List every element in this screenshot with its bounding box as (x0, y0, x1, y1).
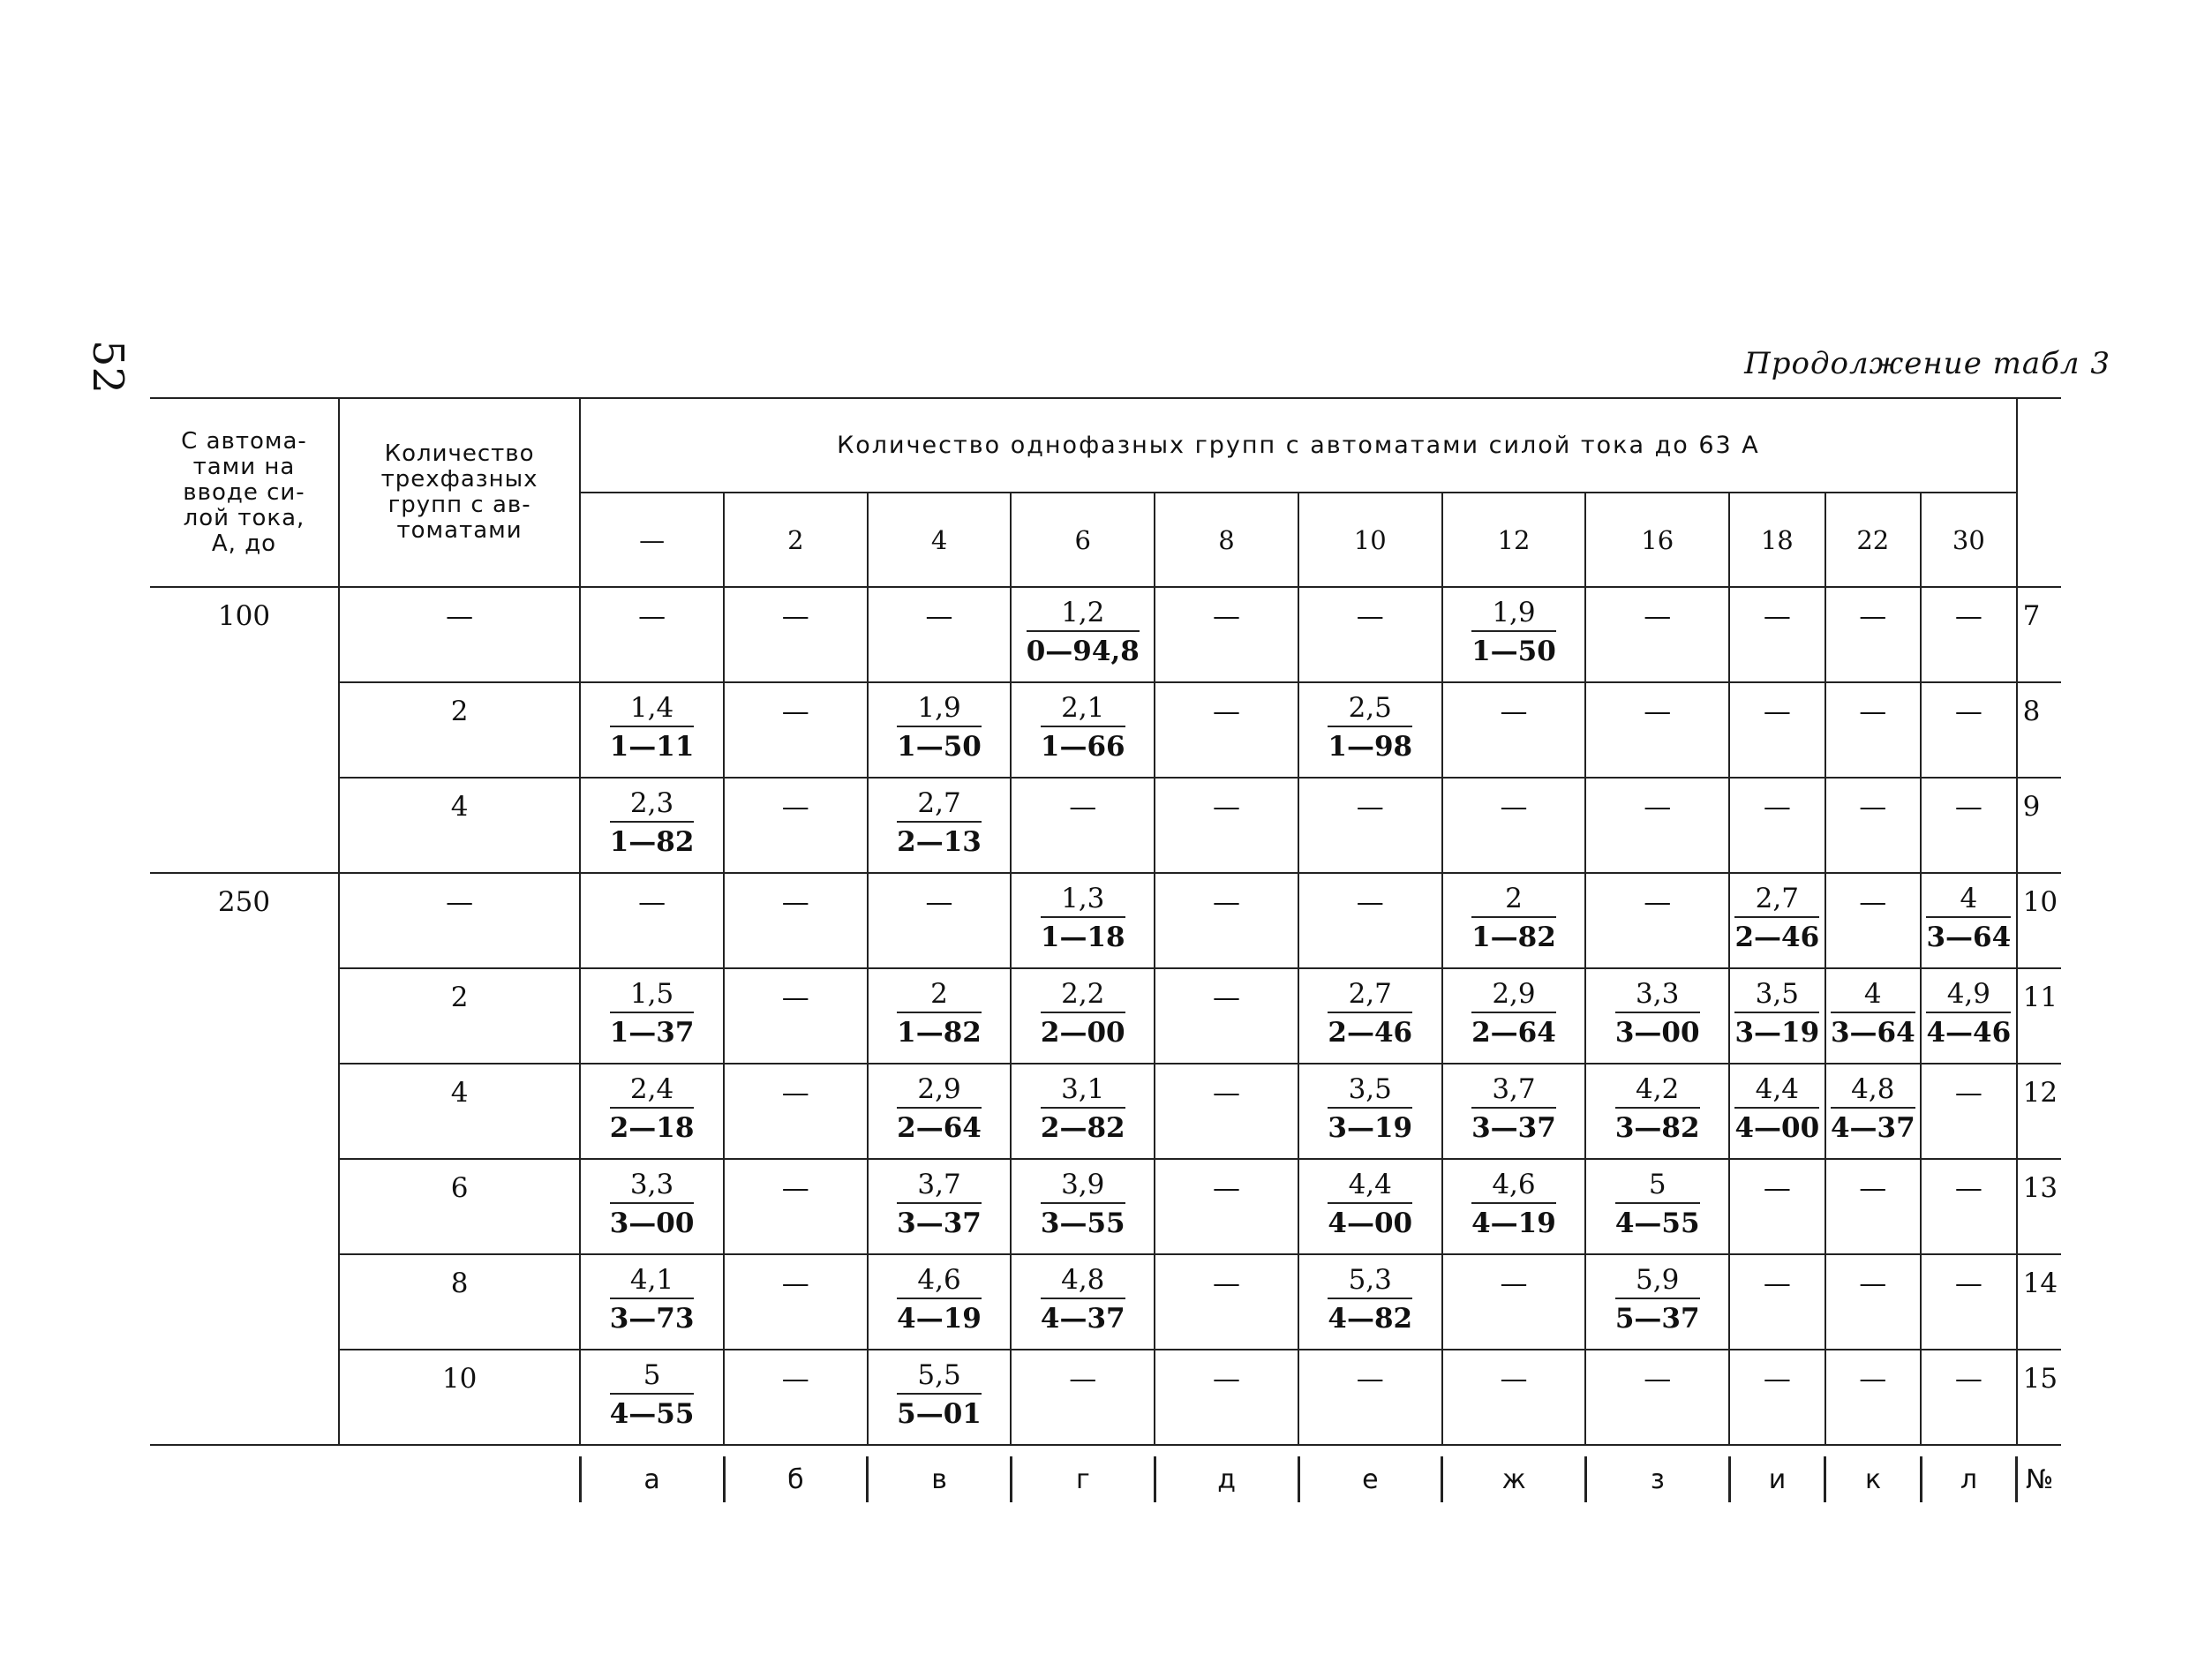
data-cell: — (1825, 1350, 1921, 1445)
cell-three-phase: — (339, 873, 580, 968)
cell-input-current (150, 778, 339, 873)
cell-input-current (150, 682, 339, 778)
data-cell: — (1921, 1064, 2017, 1159)
table-row (150, 1254, 2061, 1350)
fraction-value: $\frac{4,2}{3—82}$ (1614, 1073, 1700, 1144)
cell-input-current (150, 1350, 339, 1445)
data-cell (1442, 587, 1586, 682)
data-cell: — (868, 873, 1012, 968)
fraction-value: $\frac{2,5}{1—98}$ (1328, 692, 1413, 763)
header-num-blank (2017, 398, 2061, 587)
data-cell: — (580, 873, 724, 968)
fraction-value: $\frac{4,9}{4—46}$ (1926, 978, 2012, 1049)
cell-three-phase: 2 (339, 968, 580, 1064)
data-cell: — (724, 873, 868, 968)
data-cell: — (1585, 1350, 1729, 1445)
data-cell: — (1298, 778, 1442, 873)
header-single-phase-groups: Количество однофазных групп с автоматами силой тока до 63 А (580, 398, 2016, 493)
data-cell (868, 1350, 1012, 1445)
fraction-value: $\frac{3,9}{3—55}$ (1040, 1169, 1125, 1239)
fraction-value: $\frac{1,4}{1—11}$ (609, 692, 695, 763)
data-cell (1825, 968, 1921, 1064)
data-cell (1825, 1064, 1921, 1159)
row-number: 7 (2017, 587, 2061, 682)
fraction-value: $\frac{5,9}{5—37}$ (1614, 1264, 1700, 1335)
data-cell: — (1155, 778, 1298, 873)
column-letter: № (2017, 1456, 2061, 1502)
fraction-value: $\frac{4,6}{4—19}$ (897, 1264, 982, 1335)
data-cell (1011, 1064, 1155, 1159)
column-letter: д (1155, 1456, 1298, 1502)
subheader-cell: 16 (1585, 493, 1729, 587)
table-row (150, 778, 2061, 873)
table-row (150, 1159, 2061, 1254)
fraction-value: $\frac{3,7}{3—37}$ (897, 1169, 982, 1239)
data-cell (580, 968, 724, 1064)
fraction-value: $\frac{4,6}{4—19}$ (1471, 1169, 1556, 1239)
fraction-value: $\frac{2,9}{2—64}$ (1471, 978, 1556, 1049)
data-cell: — (1729, 682, 1825, 778)
data-cell: — (1298, 587, 1442, 682)
data-cell (1298, 1064, 1442, 1159)
data-cell (1729, 873, 1825, 968)
data-cell (1585, 1254, 1729, 1350)
fraction-value: $\frac{1,5}{1—37}$ (609, 978, 695, 1049)
table-row (150, 1350, 2061, 1445)
data-cell: — (1155, 1254, 1298, 1350)
data-cell: — (724, 1159, 868, 1254)
data-cell (868, 1254, 1012, 1350)
column-letter: е (1298, 1456, 1442, 1502)
fraction-value: $\frac{5}{4—55}$ (609, 1359, 695, 1430)
header-three-phase-groups: Количество трехфазных групп с ав- томатами (339, 398, 580, 587)
data-cell: — (1442, 682, 1586, 778)
data-cell (1729, 968, 1825, 1064)
fraction-value: $\frac{2,1}{1—66}$ (1040, 692, 1125, 763)
data-cell: — (1585, 873, 1729, 968)
row-number: 9 (2017, 778, 2061, 873)
data-cell (580, 1064, 724, 1159)
fraction-value: $\frac{4,4}{4—00}$ (1734, 1073, 1820, 1144)
table-row (150, 1064, 2061, 1159)
data-cell (1298, 968, 1442, 1064)
cell-three-phase: 10 (339, 1350, 580, 1445)
fraction-value: $\frac{2,7}{2—46}$ (1734, 883, 1820, 953)
column-letter: з (1586, 1456, 1730, 1502)
fraction-value: $\frac{2}{1—82}$ (1471, 883, 1556, 953)
data-table (150, 397, 2061, 1446)
fraction-value: $\frac{1,9}{1—50}$ (897, 692, 982, 763)
table-caption: Продолжение табл 3 (1744, 346, 2110, 381)
cell-input-current: 250 (150, 873, 339, 968)
data-cell: — (724, 968, 868, 1064)
cell-three-phase: 4 (339, 778, 580, 873)
data-cell (1442, 1159, 1586, 1254)
data-cell: — (1155, 1064, 1298, 1159)
data-cell: — (724, 1254, 868, 1350)
cell-three-phase: 6 (339, 1159, 580, 1254)
subheader-cell: — (580, 493, 724, 587)
row-number: 13 (2017, 1159, 2061, 1254)
data-cell: — (580, 587, 724, 682)
fraction-value: $\frac{1,9}{1—50}$ (1471, 597, 1556, 667)
subheader-cell: 22 (1825, 493, 1921, 587)
subheader-cell: 30 (1921, 493, 2017, 587)
subheader-cell: 2 (724, 493, 868, 587)
column-letter: л (1921, 1456, 2017, 1502)
data-cell: — (1825, 587, 1921, 682)
row-number: 14 (2017, 1254, 2061, 1350)
data-cell: — (1155, 968, 1298, 1064)
data-cell: — (1825, 873, 1921, 968)
data-cell (1011, 873, 1155, 968)
fraction-value: $\frac{4,8}{4—37}$ (1040, 1264, 1125, 1335)
data-cell: — (1921, 1159, 2017, 1254)
column-letter: ж (1442, 1456, 1586, 1502)
data-cell: — (1011, 778, 1155, 873)
cell-three-phase: 8 (339, 1254, 580, 1350)
data-cell (1298, 1254, 1442, 1350)
column-letter: г (1012, 1456, 1155, 1502)
data-cell: — (1155, 1159, 1298, 1254)
data-cell (1011, 1254, 1155, 1350)
data-cell: — (1921, 778, 2017, 873)
column-letter: б (724, 1456, 868, 1502)
data-cell: — (1825, 778, 1921, 873)
row-number: 15 (2017, 1350, 2061, 1445)
data-cell (580, 778, 724, 873)
data-cell: — (1585, 587, 1729, 682)
data-cell (1921, 968, 2017, 1064)
fraction-value: $\frac{4}{3—64}$ (1926, 883, 2012, 953)
data-cell: — (1585, 778, 1729, 873)
data-cell: — (1155, 1350, 1298, 1445)
data-cell (1011, 587, 1155, 682)
cell-three-phase: — (339, 587, 580, 682)
data-cell (1585, 1159, 1729, 1254)
cell-three-phase: 2 (339, 682, 580, 778)
data-cell (580, 1254, 724, 1350)
data-cell (1011, 1159, 1155, 1254)
data-cell (1011, 682, 1155, 778)
fraction-value: $\frac{5}{4—55}$ (1614, 1169, 1700, 1239)
cell-three-phase: 4 (339, 1064, 580, 1159)
data-cell: — (724, 587, 868, 682)
data-cell: — (1825, 1254, 1921, 1350)
fraction-value: $\frac{5,5}{5—01}$ (897, 1359, 982, 1430)
fraction-value: $\frac{3,5}{3—19}$ (1328, 1073, 1413, 1144)
data-cell (1442, 873, 1586, 968)
data-cell (1585, 968, 1729, 1064)
data-cell: — (1921, 1350, 2017, 1445)
data-cell: — (1298, 1350, 1442, 1445)
subheader-cell: 18 (1729, 493, 1825, 587)
fraction-value: $\frac{1,2}{0—94,8}$ (1026, 597, 1140, 667)
fraction-value: $\frac{4,1}{3—73}$ (609, 1264, 695, 1335)
data-cell: — (1442, 1254, 1586, 1350)
fraction-value: $\frac{2,2}{2—00}$ (1040, 978, 1125, 1049)
fraction-value: $\frac{3,1}{2—82}$ (1040, 1073, 1125, 1144)
data-cell: — (724, 682, 868, 778)
data-cell: — (724, 778, 868, 873)
data-cell (1442, 968, 1586, 1064)
column-letter: в (868, 1456, 1012, 1502)
column-letters (150, 1456, 2061, 1502)
data-cell: — (1729, 1350, 1825, 1445)
fraction-value: $\frac{5,3}{4—82}$ (1328, 1264, 1413, 1335)
data-cell (1585, 1064, 1729, 1159)
data-cell (868, 778, 1012, 873)
cell-input-current (150, 1254, 339, 1350)
data-cell (1729, 1064, 1825, 1159)
data-cell (580, 1350, 724, 1445)
fraction-value: $\frac{2,9}{2—64}$ (897, 1073, 982, 1144)
fraction-value: $\frac{2}{1—82}$ (897, 978, 982, 1049)
data-cell: — (1729, 1254, 1825, 1350)
subheader-cell: 4 (868, 493, 1012, 587)
data-cell: — (724, 1064, 868, 1159)
fraction-value: $\frac{2,7}{2—46}$ (1328, 978, 1413, 1049)
column-letter: а (580, 1456, 724, 1502)
subheader-cell: 12 (1442, 493, 1586, 587)
fraction-value: $\frac{3,3}{3—00}$ (1614, 978, 1700, 1049)
data-cell (868, 1159, 1012, 1254)
data-cell: — (1155, 587, 1298, 682)
cell-input-current (150, 1159, 339, 1254)
table-row (150, 968, 2061, 1064)
data-cell: — (724, 1350, 868, 1445)
fraction-value: $\frac{2,3}{1—82}$ (609, 787, 695, 858)
fraction-value: $\frac{3,3}{3—00}$ (609, 1169, 695, 1239)
page-number: 52 (83, 340, 132, 395)
data-cell (1298, 1159, 1442, 1254)
data-cell: — (1921, 587, 2017, 682)
table-row (150, 873, 2061, 968)
row-number: 12 (2017, 1064, 2061, 1159)
data-cell: — (1442, 778, 1586, 873)
data-cell: — (1921, 1254, 2017, 1350)
data-cell: — (1298, 873, 1442, 968)
subheader-cell: 8 (1155, 493, 1298, 587)
data-cell (868, 968, 1012, 1064)
table-row (150, 682, 2061, 778)
fraction-value: $\frac{2,4}{2—18}$ (609, 1073, 695, 1144)
fraction-value: $\frac{1,3}{1—18}$ (1040, 883, 1125, 953)
column-letter: к (1825, 1456, 1922, 1502)
cell-input-current (150, 968, 339, 1064)
data-cell: — (1585, 682, 1729, 778)
data-cell: — (1155, 873, 1298, 968)
data-cell: — (1921, 682, 2017, 778)
fraction-value: $\frac{4,4}{4—00}$ (1328, 1169, 1413, 1239)
data-cell: — (1729, 778, 1825, 873)
data-cell (580, 1159, 724, 1254)
data-cell: — (1825, 1159, 1921, 1254)
data-cell (580, 682, 724, 778)
data-cell (868, 682, 1012, 778)
fraction-value: $\frac{3,5}{3—19}$ (1734, 978, 1820, 1049)
fraction-value: $\frac{4,8}{4—37}$ (1830, 1073, 1915, 1144)
subheader-cell: 6 (1011, 493, 1155, 587)
row-number: 11 (2017, 968, 2061, 1064)
data-cell (1011, 968, 1155, 1064)
data-cell (1298, 682, 1442, 778)
row-number: 8 (2017, 682, 2061, 778)
subheader-cell: 10 (1298, 493, 1442, 587)
header-input-current: С автома- тами на вводе си- лой тока, А, до (150, 398, 339, 587)
cell-input-current (150, 1064, 339, 1159)
data-cell: — (1825, 682, 1921, 778)
data-cell: — (1442, 1350, 1586, 1445)
data-cell: — (1155, 682, 1298, 778)
data-cell: — (868, 587, 1012, 682)
data-cell (868, 1064, 1012, 1159)
table-row (150, 587, 2061, 682)
fraction-value: $\frac{3,7}{3—37}$ (1471, 1073, 1556, 1144)
cell-input-current: 100 (150, 587, 339, 682)
row-number: 10 (2017, 873, 2061, 968)
column-letter: и (1729, 1456, 1825, 1502)
data-cell: — (1729, 1159, 1825, 1254)
data-cell: — (1729, 587, 1825, 682)
data-cell (1921, 873, 2017, 968)
data-cell: — (1011, 1350, 1155, 1445)
data-cell (1442, 1064, 1586, 1159)
footer-blank (150, 1456, 580, 1502)
fraction-value: $\frac{4}{3—64}$ (1830, 978, 1915, 1049)
fraction-value: $\frac{2,7}{2—13}$ (897, 787, 982, 858)
